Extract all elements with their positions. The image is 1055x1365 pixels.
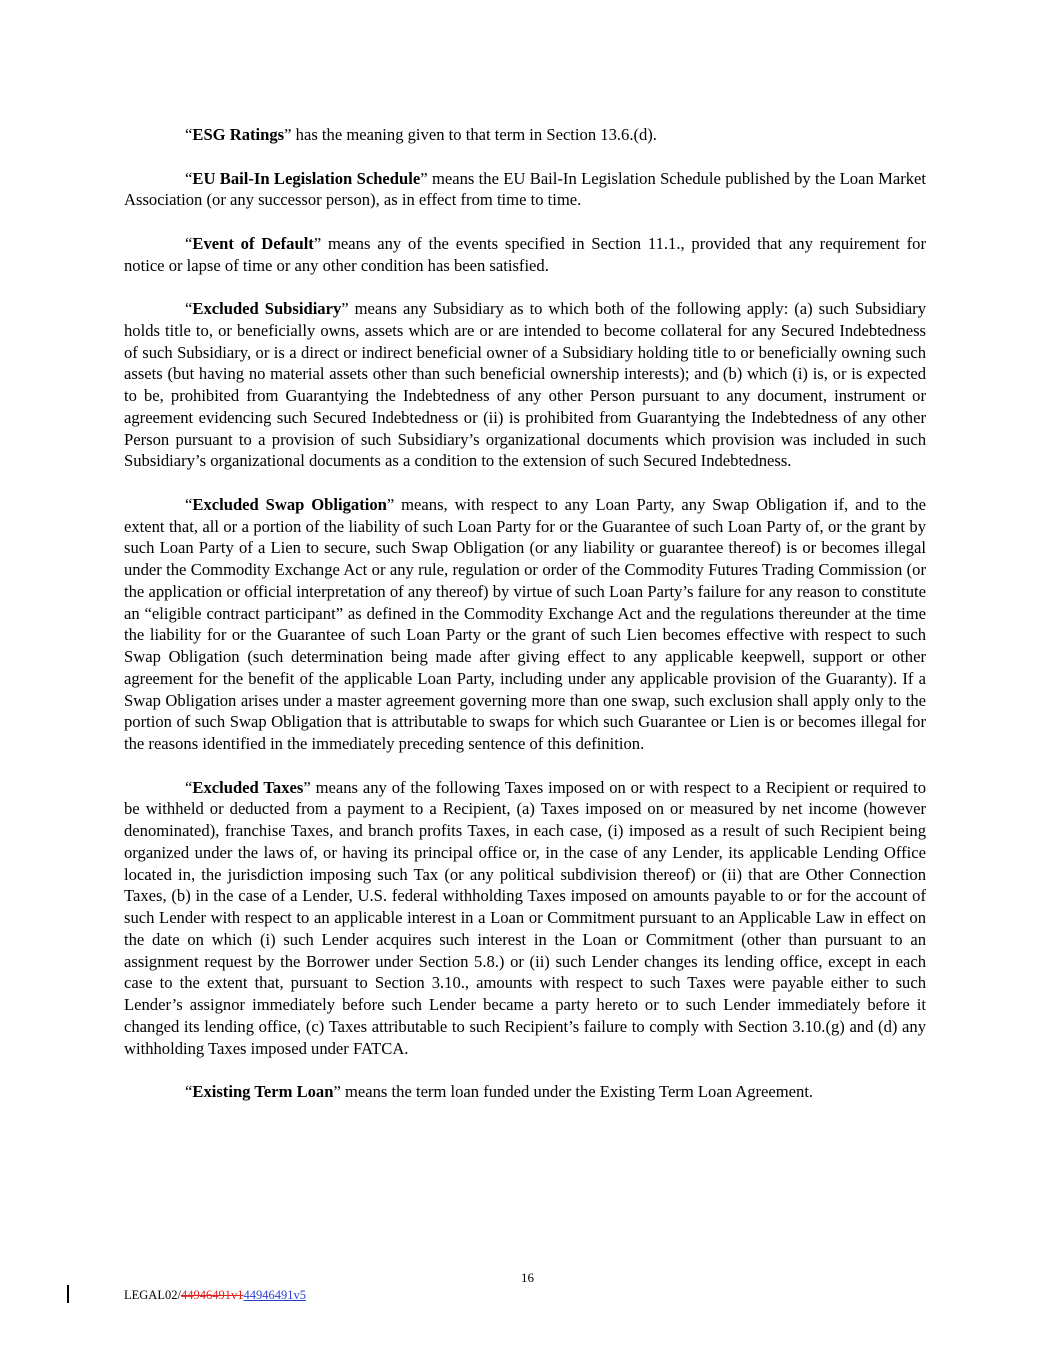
term: Excluded Subsidiary: [192, 299, 342, 318]
definition-esg-ratings: “ESG Ratings” has the meaning given to that term in Section 13.6.(d).: [185, 125, 657, 144]
definition-existing-term-loan: “Existing Term Loan” means the term loan funded under the Existing Term Loan Agreement.: [185, 1082, 814, 1101]
definition-text: has the meaning given to that term in Section 13.6.(d).: [291, 125, 657, 144]
definition-text: means any of the following Taxes imposed on or with respect to a Recipient or required to be withheld or deducted from a payment to a Recipient, (a) Taxes imposed on or measured by net income (however denominated), franchise Taxes, and branch profits Taxes, in each case, (i) imposed as a result of such Recipient being organized under the laws of, or having its principal office or, in the case of any Lender, its applicable Lending Office located in, the jurisdiction imposing such Tax (or any political subdivision thereof) or (ii) that are Other Connection Taxes, (b) in the case of a Lender, U.S. federal withholding Taxes imposed on amounts payable to or for the account of such Lender with respect to an applicable interest in a Loan or Commitment pursuant to an Applicable Law in effect on the date on which (i) such Lender acquires such interest in the Loan or Commitment (other than pursuant to an assignment request by the Borrower under Section 5.8.) or (ii) such Lender changes its lending office, except in each case to the extent that, pursuant to Section 3.10., amounts with respect to such Taxes were payable either to such Lender’s assignor immediately before such Lender became a party hereto or to such Lender immediately before it changed its lending office, (c) Taxes attributable to such Recipient’s failure to comply with Section 3.10.(g) and (d) any withholding Taxes imposed under FATCA.: [124, 777, 927, 1058]
deleted-document-id: 44946491v1: [180, 1288, 244, 1302]
definition-event-of-default: “Event of Default” means any of the events specified in Section 11.1., provided that any requirement for notice or lapse of time or any other condition has been satisfied.: [124, 233, 926, 275]
revision-change-bar: [67, 1285, 69, 1303]
term: Excluded Taxes: [192, 777, 304, 797]
term: Existing Term Loan: [192, 1082, 334, 1101]
definition-text: means any Subsidiary as to which both of the following apply: (a) such Subsidiary holds title to, or beneficially owns, assets which are or are intended to become collateral for any Secured Indebtedness of such Subsidiary, or is a direct or indirect beneficial owner of a Subsidiary holding title to or beneficially owning such assets (but having no material assets other than such beneficial ownership interests); and (b) which (i) is, or is expected to be, prohibited from Guarantying the Indebtedness of any other Person pursuant to any document, instrument or agreement evidencing such Secured Indebtedness or (ii) is prohibited from Guarantying the Indebtedness of any other Person pursuant to a provision of such Subsidiary’s organizational documents which provision was included in such Subsidiary’s organizational documents as a condition to the extension of such Secured Indebtedness.: [124, 299, 927, 471]
definition-excluded-taxes: “Excluded Taxes” means any of the following Taxes imposed on or with respect to a Recipient or required to be withheld or deducted from a payment to a Recipient, (a) Taxes imposed on or measured by net income (however denominated), franchise Taxes, and branch profits Taxes, in each case, (i) imposed as a result of such Recipient being organized under the laws of, or having its principal office or, in the case of any Lender, its applicable Lending Office located in, the jurisdiction imposing such Tax (or any political subdivision thereof) or (ii) that are Other Connection Taxes, (b) in the case of a Lender, U.S. federal withholding Taxes imposed on amounts payable to or for the account of such Lender with respect to an applicable interest in a Loan or Commitment pursuant to an Applicable Law in effect on the date on which (i) such Lender acquires such interest in the Loan or Commitment (other than pursuant to an assignment request by the Borrower under Section 5.8.) or (ii) such Lender changes its lending office, except in each case to the extent that, pursuant to Section 3.10., amounts with respect to such Taxes were payable either to such Lender’s assignor immediately before such Lender became a party hereto or to such Lender immediately before it changed its lending office, (c) Taxes attributable to such Recipient’s failure to comply with Section 3.10.(g) and (d) any withholding Taxes imposed under FATCA.: [124, 777, 927, 1058]
document-body: [124, 124, 926, 1125]
page-number: 16: [521, 1270, 534, 1285]
definition-text: means the term loan funded under the Existing Term Loan Agreement.: [340, 1082, 814, 1101]
document-id-footer: [124, 1288, 306, 1303]
definition-excluded-subsidiary: “Excluded Subsidiary” means any Subsidiary as to which both of the following apply: (a) such Subsidiary holds title to, or beneficially owns, assets which are or are intended to become collateral for any Secured Indebtedness of such Subsidiary, or is a direct or indirect beneficial owner of a Subsidiary holding title to or beneficially owning such assets (but having no material assets other than such beneficial ownership interests); and (b) which (i) is, or is expected to be, prohibited from Guarantying the Indebtedness of any other Person pursuant to any document, instrument or agreement evidencing such Secured Indebtedness or (ii) is prohibited from Guarantying the Indebtedness of any other Person pursuant to a provision of such Subsidiary’s organizational documents which provision was included in such Subsidiary’s organizational documents as a condition to the extension of such Secured Indebtedness.: [124, 299, 927, 471]
definition-eu-bail-in-legislation-schedule: “EU Bail-In Legislation Schedule” means the EU Bail-In Legislation Schedule published by the Loan Market Association (or any successor person), as in effect from time to time.: [124, 168, 927, 210]
term: Event of Default: [192, 233, 314, 253]
term: ESG Ratings: [192, 125, 285, 144]
inserted-document-id: 44946491v5: [243, 1288, 306, 1302]
definition-text: means any of the events specified in Section 11.1., provided that any requirement for notice or lapse of time or any other condition has been satisfied.: [124, 233, 926, 275]
footer-prefix: LEGAL02/: [124, 1288, 181, 1302]
definition-text: means, with respect to any Loan Party, any Swap Obligation if, and to the extent that, all or a portion of the liability of such Loan Party for or the Guarantee of such Loan Party of, or the grant by such Loan Party of a Lien to secure, such Swap Obligation (or any liability or guarantee thereof) is or becomes illegal under the Commodity Exchange Act or any rule, regulation or order of the Commodity Futures Trading Commission (or the application or official interpretation of any thereof) by virtue of such Loan Party’s failure for any reason to constitute an “eligible contract participant” as defined in the Commodity Exchange Act and the regulations thereunder at the time the liability for or the Guarantee of such Loan Party or the grant of such Lien becomes effective with respect to such Swap Obligation (such determination being made after giving effect to any applicable keepwell, support or other agreement for the benefit of the applicable Loan Party, including under any applicable provision of the Guaranty). If a Swap Obligation arises under a master agreement governing more than one swap, such exclusion shall apply only to the portion of such Swap Obligation that is attributable to swaps for which such Guarantee or Lien is or becomes illegal for the reasons identified in the immediately preceding sentence of this definition.: [124, 494, 926, 753]
term: Excluded Swap Obligation: [192, 494, 387, 514]
definition-text: means the EU Bail-In Legislation Schedule published by the Loan Market Association (or any successor person), as in effect from time to time.: [124, 168, 927, 210]
term: EU Bail-In Legislation Schedule: [192, 168, 421, 188]
definition-excluded-swap-obligation: “Excluded Swap Obligation” means, with respect to any Loan Party, any Swap Obligation if, and to the extent that, all or a portion of the liability of such Loan Party for or the Guarantee of such Loan Party of, or the grant by such Loan Party of a Lien to secure, such Swap Obligation (or any liability or guarantee thereof) is or becomes illegal under the Commodity Exchange Act or any rule, regulation or order of the Commodity Futures Trading Commission (or the application or official interpretation of any thereof) by virtue of such Loan Party’s failure for any reason to constitute an “eligible contract participant” as defined in the Commodity Exchange Act and the regulations thereunder at the time the liability for or the Guarantee of such Loan Party or the grant of such Lien becomes effective with respect to such Swap Obligation (such determination being made after giving effect to any applicable keepwell, support or other agreement for the benefit of the applicable Loan Party, including under any applicable provision of the Guaranty). If a Swap Obligation arises under a master agreement governing more than one swap, such exclusion shall apply only to the portion of such Swap Obligation that is attributable to swaps for which such Guarantee or Lien is or becomes illegal for the reasons identified in the immediately preceding sentence of this definition.: [124, 494, 926, 753]
